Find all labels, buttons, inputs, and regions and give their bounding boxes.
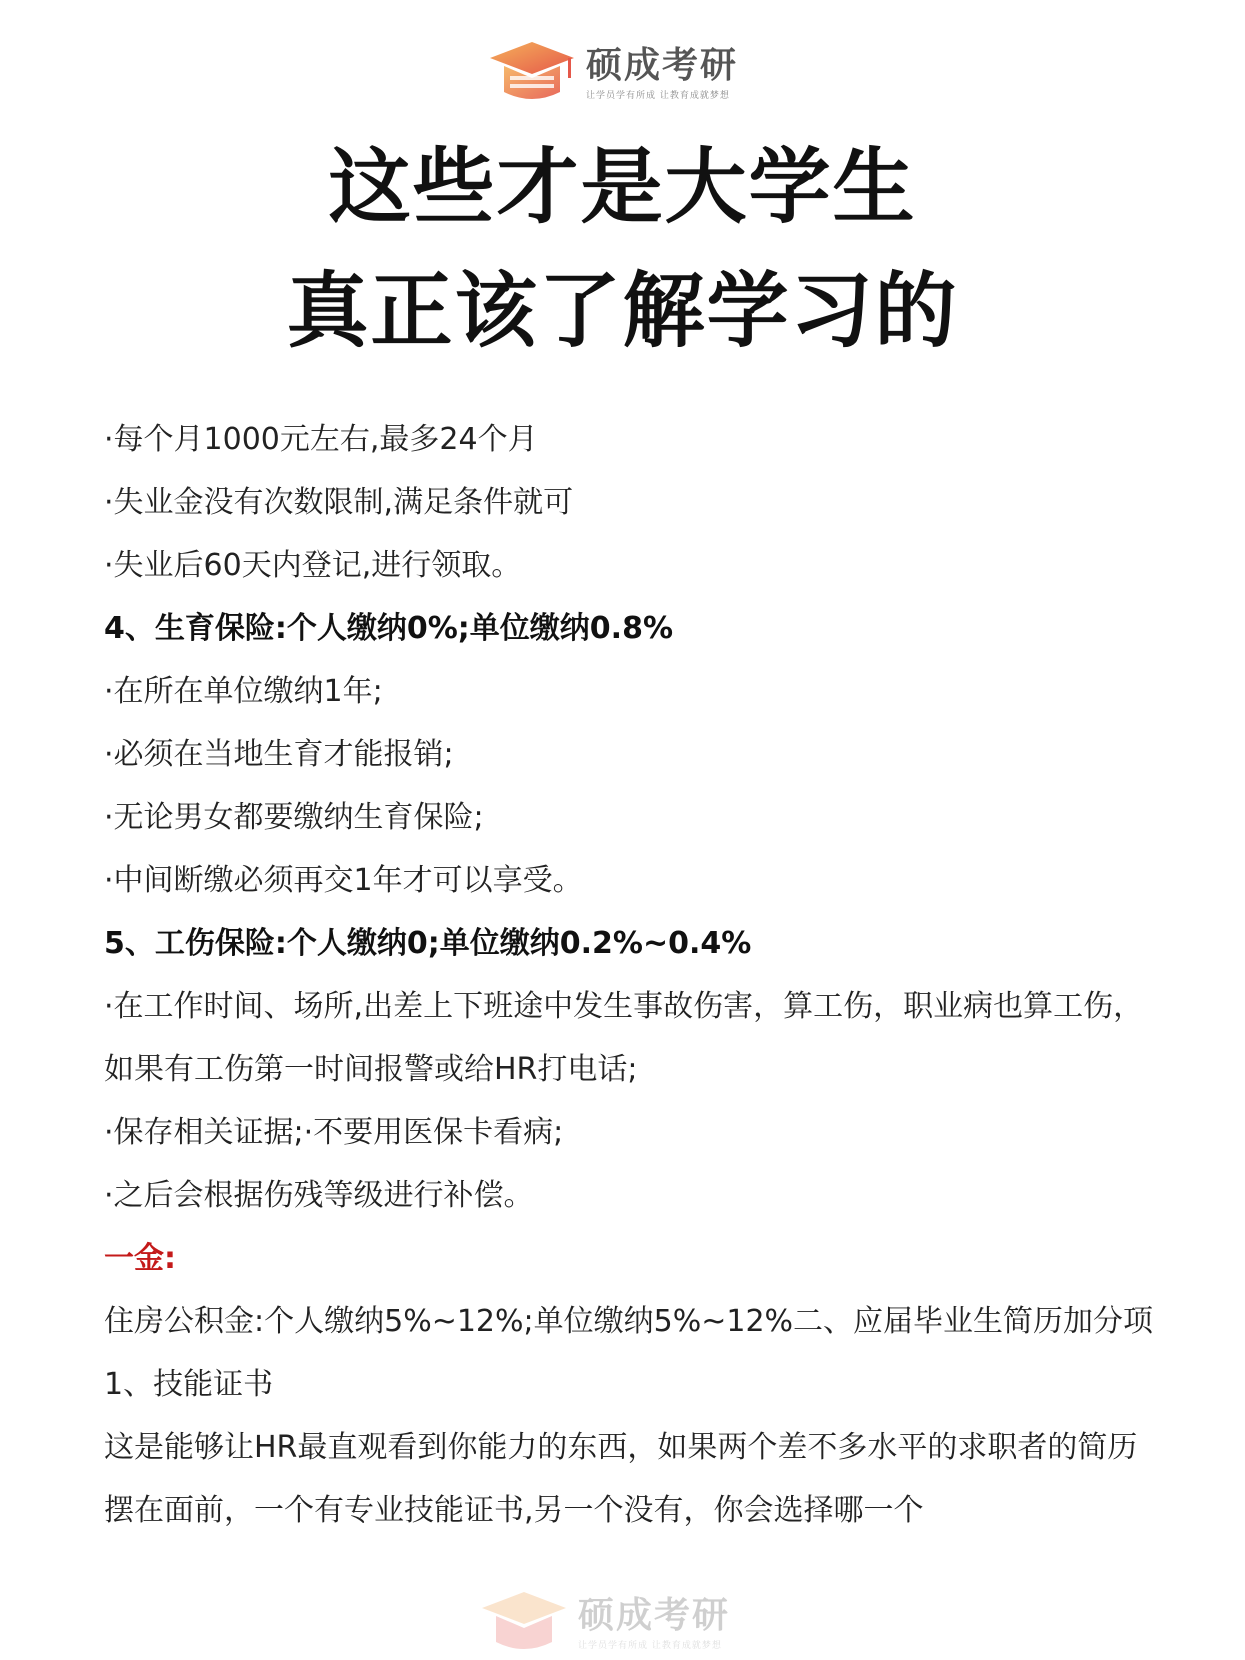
body-paragraph: 住房公积金:个人缴纳5%~12%;单位缴纳5%~12%二、应届毕业生简历加分项	[104, 1304, 1154, 1339]
subheading-skill-certificate: 1、技能证书	[104, 1367, 274, 1402]
brand-slogan: 让学员学有所成 让教育成就梦想	[586, 90, 730, 101]
body-paragraph: 这是能够让HR最直观看到你能力的东西，如果两个差不多水平的求职者的简历摆在面前，一个有专业技能证书,另一个没有，你会选择哪一个	[104, 1430, 1138, 1528]
page-title-line-2: 真正该了解学习的	[286, 264, 959, 359]
page-title-line-1: 这些才是大学生	[328, 140, 917, 235]
body-line: ·之后会根据伤残等级进行补偿。	[104, 1178, 534, 1213]
brand-text	[586, 46, 738, 101]
body-line: ·必须在当地生育才能报销;	[104, 737, 454, 772]
brand-name: 硕成考研	[586, 44, 739, 86]
article-body	[104, 408, 1154, 1542]
body-line: ·失业后60天内登记,进行领取。	[104, 548, 522, 583]
body-line: ·无论男女都要缴纳生育保险;	[104, 800, 484, 835]
section-heading-work-injury: 5、工伤保险:个人缴纳0;单位缴纳0.2%~0.4%	[104, 926, 752, 961]
body-line: ·保存相关证据;·不要用医保卡看病;	[104, 1115, 564, 1150]
graduation-cap-icon	[480, 1590, 568, 1656]
body-line: ·在所在单位缴纳1年;	[104, 674, 383, 709]
section-heading-housing-fund: 一金:	[104, 1241, 176, 1276]
body-line: ·失业金没有次数限制,满足条件就可	[104, 485, 574, 520]
body-paragraph: ·在工作时间、场所,出差上下班途中发生事故伤害，算工伤，职业病也算工伤，如果有工伤第一时间报警或给HR打电话;	[104, 989, 1144, 1087]
brand-logo	[488, 40, 738, 106]
section-heading-maternity: 4、生育保险:个人缴纳0%;单位缴纳0.8%	[104, 611, 674, 646]
graduation-cap-icon	[488, 40, 576, 106]
body-line: ·中间断缴必须再交1年才可以享受。	[104, 863, 583, 898]
footer-brand-text	[578, 1596, 730, 1651]
footer-watermark-logo	[480, 1590, 730, 1656]
footer-brand-slogan: 让学员学有所成 让教育成就梦想	[578, 1640, 722, 1651]
body-line: ·每个月1000元左右,最多24个月	[104, 422, 538, 457]
footer-brand-name: 硕成考研	[578, 1594, 731, 1636]
